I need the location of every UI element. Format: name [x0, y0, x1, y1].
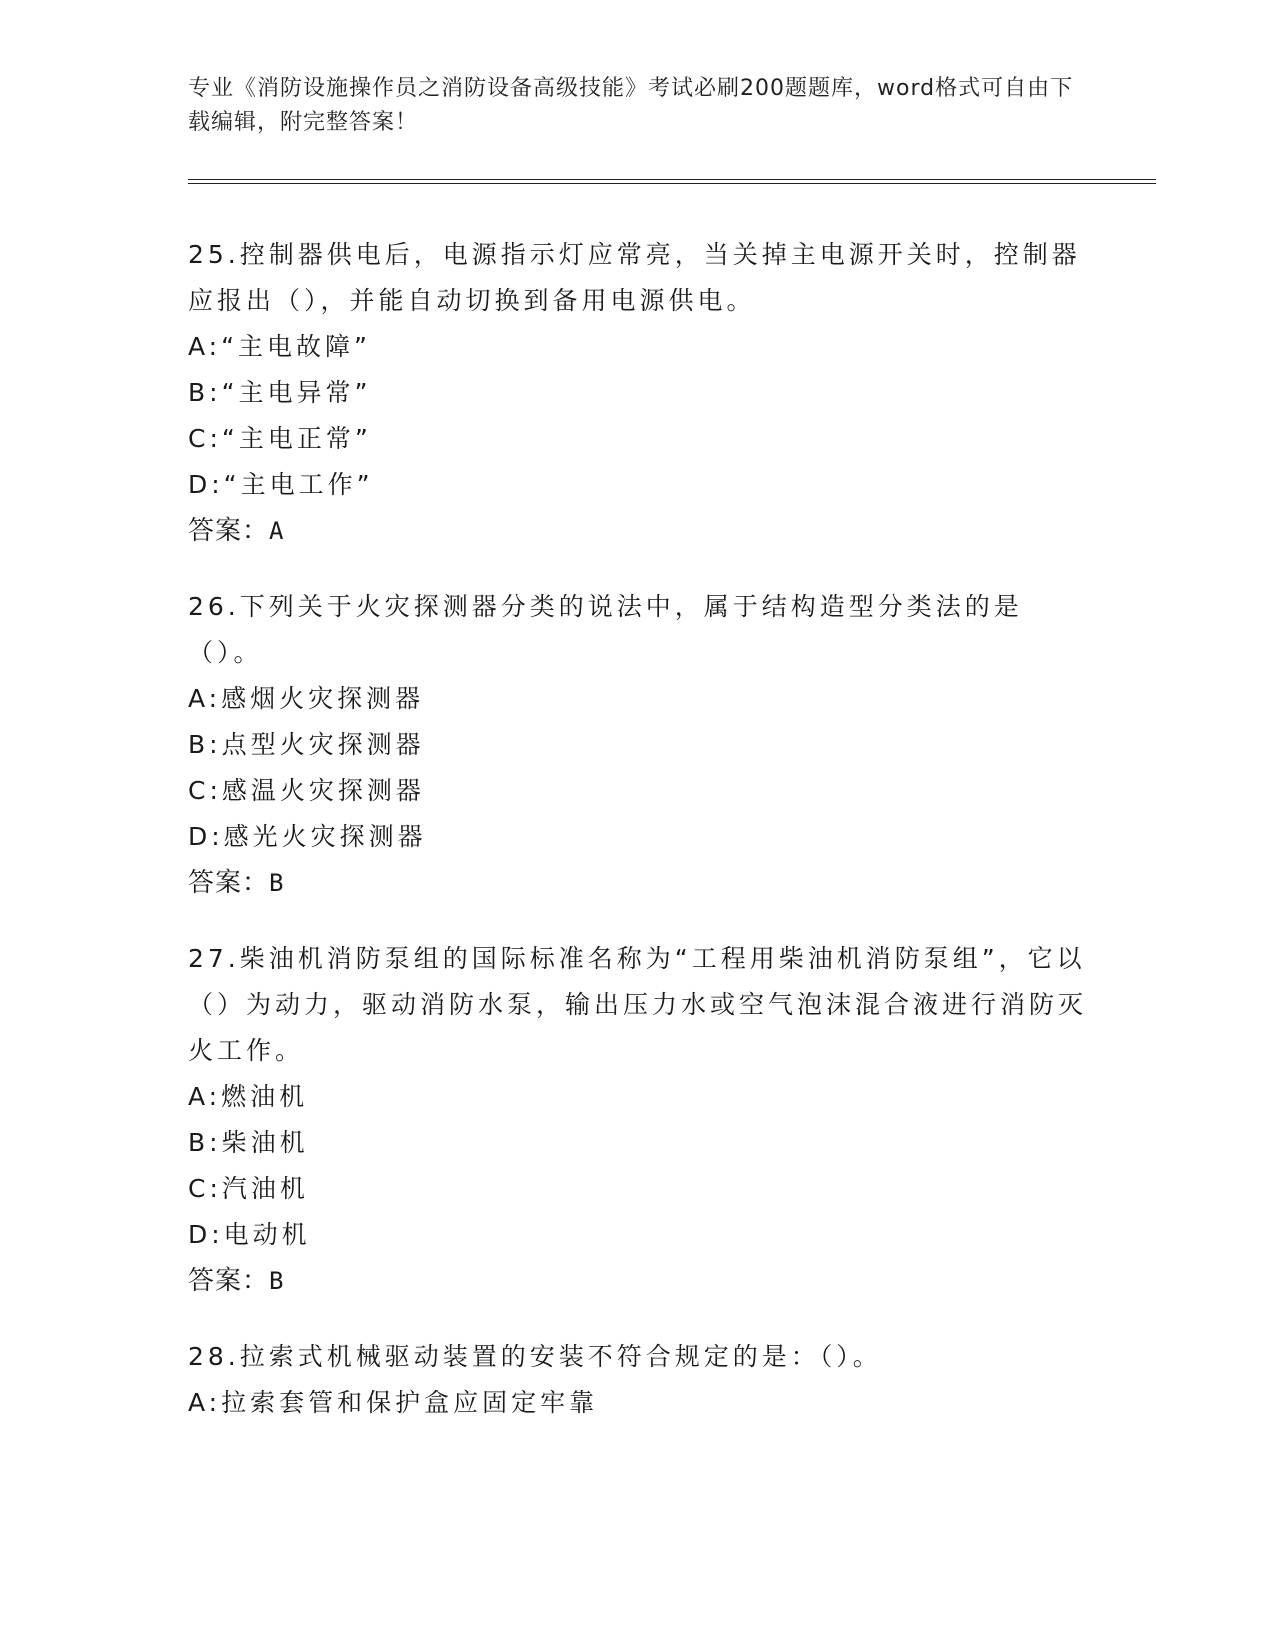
option-d: D:电动机 — [188, 1220, 311, 1249]
answer-value: A — [269, 517, 285, 545]
option-d: D:“主电工作” — [188, 470, 374, 499]
answer-line — [188, 1258, 1088, 1304]
answer-label: 答案： — [188, 868, 270, 898]
question-text: 25.控制器供电后，电源指示灯应常亮，当关掉主电源开关时，控制器应报出（），并能自动切换到备用电源供电。 — [188, 240, 1081, 315]
question-text: 28.拉索式机械驱动装置的安装不符合规定的是：（）。 — [188, 1342, 882, 1371]
answer-value: B — [269, 1267, 285, 1295]
option-b: B:柴油机 — [188, 1128, 309, 1157]
answer-line — [188, 508, 1088, 554]
option-c: C:“主电正常” — [188, 424, 372, 453]
answer-label: 答案： — [188, 516, 270, 546]
question-list — [188, 232, 1088, 1456]
answer-line — [188, 860, 1088, 906]
question-text: 26.下列关于火灾探测器分类的说法中，属于结构造型分类法的是（）。 — [188, 592, 1023, 667]
header-divider — [188, 179, 1156, 180]
question-28 — [188, 1334, 1088, 1426]
question-text: 27.柴油机消防泵组的国际标准名称为“工程用柴油机消防泵组”，它以（）为动力，驱动消防水泵，输出压力水或空气泡沫混合液进行消防灭火工作。 — [188, 944, 1088, 1065]
option-b: B:“主电异常” — [188, 378, 372, 407]
answer-label: 答案： — [188, 1266, 270, 1296]
option-a: A:“主电故障” — [188, 332, 371, 361]
header-divider — [188, 183, 1156, 184]
answer-value: B — [269, 869, 285, 897]
option-d: D:感光火灾探测器 — [188, 822, 427, 851]
option-b: B:点型火灾探测器 — [188, 730, 425, 759]
option-c: C:感温火灾探测器 — [188, 776, 425, 805]
question-26 — [188, 584, 1088, 906]
option-a: A:拉索套管和保护盒应固定牢靠 — [188, 1388, 599, 1417]
question-25 — [188, 232, 1088, 554]
question-27 — [188, 936, 1088, 1304]
page-header: 专业《消防设施操作员之消防设备高级技能》考试必刷200题题库，word格式可自由下载编辑，附完整答案！ — [188, 76, 1074, 135]
option-a: A:感烟火灾探测器 — [188, 684, 425, 713]
option-a: A:燃油机 — [188, 1082, 309, 1111]
option-c: C:汽油机 — [188, 1174, 309, 1203]
